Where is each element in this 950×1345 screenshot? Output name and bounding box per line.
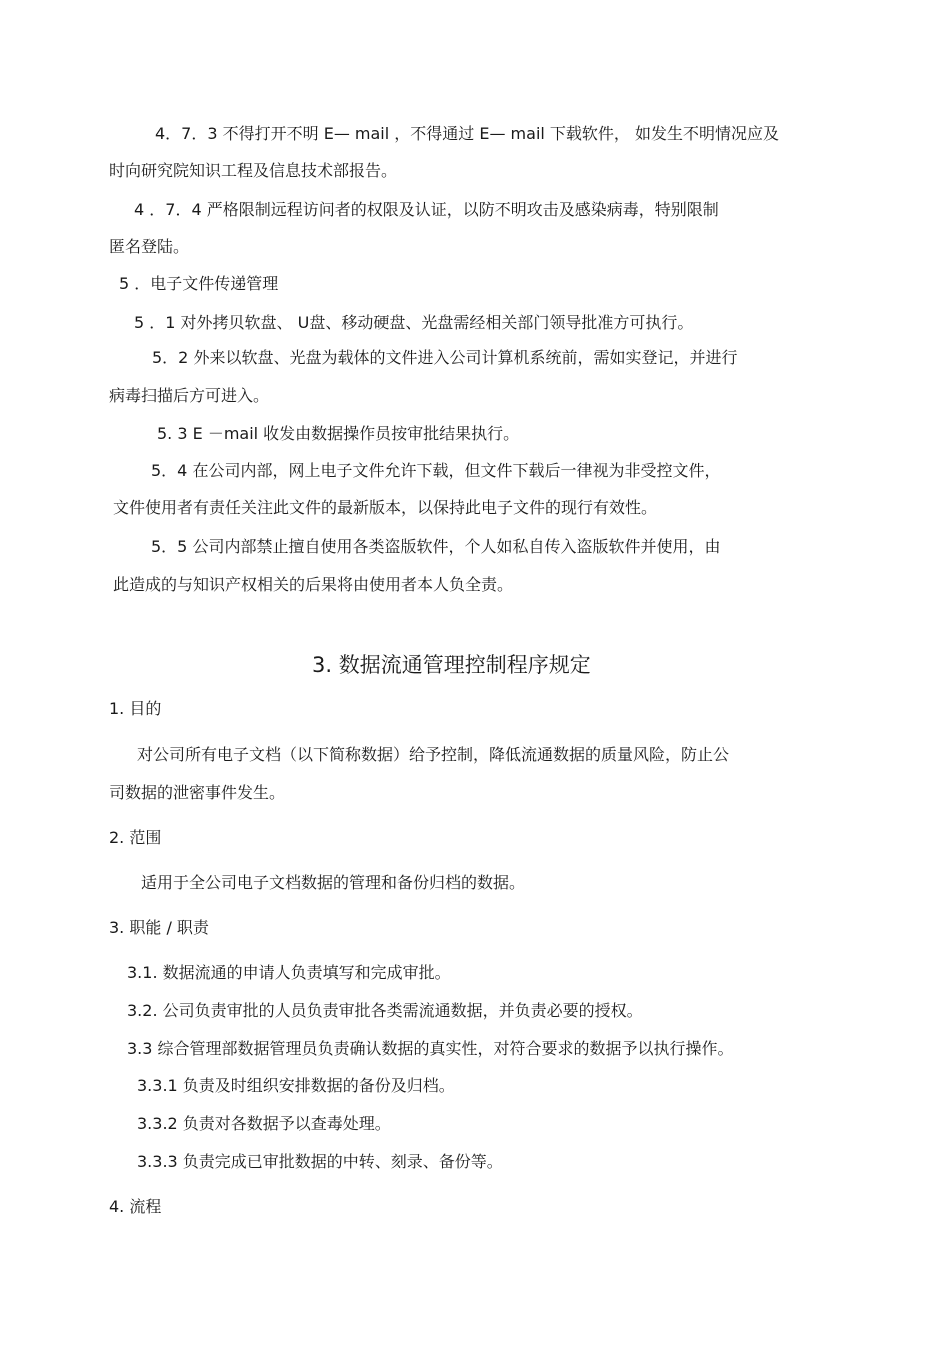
item-5-4-line-1: 5．4 在公司内部，网上电子文件允许下载，但文件下载后一律视为非受控文件， (151, 461, 721, 480)
duty-item-3-3-1: 3.3.1 负责及时组织安排数据的备份及归档。 (137, 1076, 455, 1095)
scope-heading: 2. 范围 (109, 828, 162, 847)
flow-heading: 4. 流程 (109, 1197, 162, 1216)
item-5-3: 5. 3 E －mail 收发由数据操作员按审批结果执行。 (157, 424, 520, 443)
duty-item-3-1: 3.1. 数据流通的申请人负责填写和完成审批。 (127, 963, 451, 982)
item-5-5-line-1: 5．5 公司内部禁止擅自使用各类盗版软件，个人如私自传入盗版软件并使用，由 (151, 537, 721, 556)
paragraph-4-7-3-line-1: 4．7．3 不得打开不明 E— mail ，不得通过 E— mail 下载软件， 如发生不明情况应及 (155, 124, 780, 143)
item-5-2-line-2: 病毒扫描后方可进入。 (109, 386, 270, 405)
scope-text: 适用于全公司电子文档数据的管理和备份归档的数据。 (141, 873, 526, 892)
section-5-heading: 5 ．电子文件传递管理 (119, 274, 279, 293)
purpose-text-line-1: 对公司所有电子文档（以下简称数据）给予控制，降低流通数据的质量风险，防止公 (137, 745, 730, 764)
duty-heading: 3. 职能 / 职责 (109, 918, 209, 937)
paragraph-4-7-4-line-2: 匿名登陆。 (109, 237, 190, 256)
paragraph-4-7-3-line-2: 时向研究院知识工程及信息技术部报告。 (109, 161, 398, 180)
duty-item-3-3-3: 3.3.3 负责完成已审批数据的中转、刻录、备份等。 (137, 1152, 503, 1171)
item-5-5-line-2: 此造成的与知识产权相关的后果将由使用者本人负全责。 (113, 575, 514, 594)
document-title: 3. 数据流通管理控制程序规定 (312, 653, 591, 677)
duty-item-3-3-2: 3.3.2 负责对各数据予以查毒处理。 (137, 1114, 391, 1133)
paragraph-4-7-4-line-1: 4 ．7．4 严格限制远程访问者的权限及认证，以防不明攻击及感染病毒，特别限制 (134, 200, 719, 219)
item-5-1: 5 ．1 对外拷贝软盘、 U盘、移动硬盘、光盘需经相关部门领导批准方可执行。 (134, 313, 694, 332)
purpose-heading: 1. 目的 (109, 699, 162, 718)
duty-item-3-3: 3.3 综合管理部数据管理员负责确认数据的真实性，对符合要求的数据予以执行操作。 (127, 1039, 734, 1058)
item-5-2-line-1: 5．2 外来以软盘、光盘为载体的文件进入公司计算机系统前，需如实登记，并进行 (152, 348, 738, 367)
purpose-text-line-2: 司数据的泄密事件发生。 (109, 783, 286, 802)
item-5-4-line-2: 文件使用者有责任关注此文件的最新版本，以保持此电子文件的现行有效性。 (113, 498, 658, 517)
duty-item-3-2: 3.2. 公司负责审批的人员负责审批各类需流通数据，并负责必要的授权。 (127, 1001, 643, 1020)
